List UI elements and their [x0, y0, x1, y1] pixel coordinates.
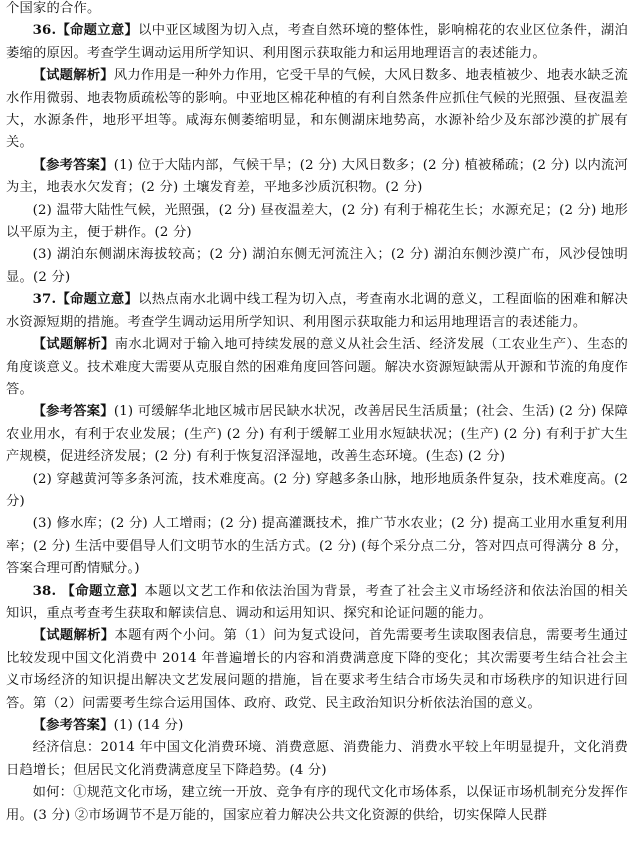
- question-36-answer-part2: (2) 温带大陆性气候，光照强，(2 分) 昼夜温差大，(2 分) 有利于棉花生长；水源充足；(2 分) 地形以平原为主，便于耕作。(2 分): [6, 202, 628, 241]
- question-37-answer-part2: (2) 穿越黄河等多条河流，技术难度高。(2 分) 穿越多条山脉，地形地质条件复杂，技术难度高。(2 分): [6, 471, 628, 509]
- question-37-intent: 37.【命题立意】以热点南水北调中线工程为切入点，考查南水北调的意义，工程面临的困难和解决水资源短期的措施。考查学生调动运用所学知识、利用图示获取能力和运用地理语言的表述能力。: [6, 292, 628, 330]
- section-label: 【参考答案】: [32, 718, 114, 733]
- question-36-answer: 【参考答案】(1) 位于大陆内部，气候干旱；(2 分) 大风日数多；(2 分) 植被稀疏；(2 分) 以内流河为主，地表水欠发育；(2 分) 土壤发育差，平地多沙质沉积物。(2 分): [6, 157, 628, 196]
- section-label: 【参考答案】: [32, 157, 114, 173]
- section-label: 【参考答案】: [32, 404, 114, 420]
- question-37-analysis: 【试题解析】南水北调对于输入地可持续发展的意义从社会生活、经济发展（工农业生产）、生态的角度谈意义。技术难度大需要从克服自然的困难角度回答问题。解决水资源短缺需从开源和节流的角度作答。: [6, 337, 628, 397]
- section-label: 【试题解析】: [32, 337, 115, 353]
- question-36-intent: 36.【命题立意】以中亚区域图为切入点，考查自然环境的整体性，影响棉花的农业区位条件，湖泊萎缩的原因。考查学生调动运用所学知识、利用图示获取能力和运用地理语言的表述能力。: [6, 23, 628, 61]
- question-38-intent: 38. 【命题立意】本题以文艺工作和依法治国为背景，考查了社会主义市场经济和依法治国的相关知识，重点考查考生获取和解读信息、调动和运用知识、探究和论证问题的能力。: [6, 583, 628, 621]
- question-37-answer: 【参考答案】(1) 可缓解华北地区城市居民缺水状况，改善居民生活质量；(社会、生活) (2 分) 保障农业用水，有利于农业发展；(生产) (2 分) 有利于缓解工业用水短缺状况；(生产) (2 分) 有利于扩大生产规模，促进经济发展；(2 分) 有利于恢复沼泽湿地，改善生态环境。(生态) (2 分): [6, 404, 629, 465]
- question-38-answer: 【参考答案】(1) (14 分): [32, 718, 184, 733]
- section-label: 【试题解析】: [32, 628, 115, 644]
- question-36-analysis: 【试题解析】风力作用是一种外力作用，它受干旱的气候，大风日数多、地表植被少、地表水缺乏流水作用微弱、地表物质疏松等的影响。中亚地区棉花种植的有利自然条件应抓住气候的光照强、昼夜温差大，水源条件，地形平坦等。咸海东侧萎缩明显，和东侧湖床地势高，水源补给少及东部沙漠的扩展有关。: [6, 68, 628, 151]
- document-page: [6, 0, 628, 827]
- question-38-analysis: 【试题解析】本题有两个小问。第（1）问为复式设问，首先需要考生读取图表信息，需要考生通过比较发现中国文化消费中 2014 年普遍增长的内容和消费满意度下降的变化；其次需要考生结合社会主义市场经济的知识提出解决文艺发展问题的措施，旨在要求考生结合市场失灵和市场秩序的知识进行回答。第（2）问需要考生综合运用国体、政府、政党、民主政治知识分析依法治国的意义。: [6, 628, 628, 711]
- section-label: 36.【命题立意】: [32, 23, 139, 39]
- section-label: 37.【命题立意】: [32, 292, 139, 308]
- section-label: 38. 【命题立意】: [32, 583, 145, 599]
- question-37-answer-part3: (3) 修水库；(2 分) 人工增雨；(2 分) 提高灌溉技术，推广节水农业；(2 分) 提高工业用水重复利用率；(2 分) 生活中要倡导人们文明节水的生活方式。(2 分) (每个采分点二分，答对四点可得满分 8 分，答案合理可酌情赋分。): [6, 516, 628, 577]
- question-38-how: 如何：①规范文化市场，建立统一开放、竞争有序的现代文化市场体系，以保证市场机制充分发挥作用。(3 分) ②市场调节不是万能的，国家应着力解决公共文化资源的供给，切实保障人民群: [6, 785, 628, 823]
- text-paragraph: 个国家的合作。: [6, 1, 101, 16]
- question-38-economic-info: 经济信息：2014 年中国文化消费环境、消费意愿、消费能力、消费水平较上年明显提升，文化消费日趋增长；但居民文化消费满意度呈下降趋势。(4 分): [6, 740, 628, 778]
- section-label: 【试题解析】: [32, 68, 114, 84]
- question-36-answer-part3: (3) 湖泊东侧湖床海拔较高；(2 分) 湖泊东侧无河流注入；(2 分) 湖泊东侧沙漠广布，风沙侵蚀明显。(2 分): [6, 247, 628, 285]
